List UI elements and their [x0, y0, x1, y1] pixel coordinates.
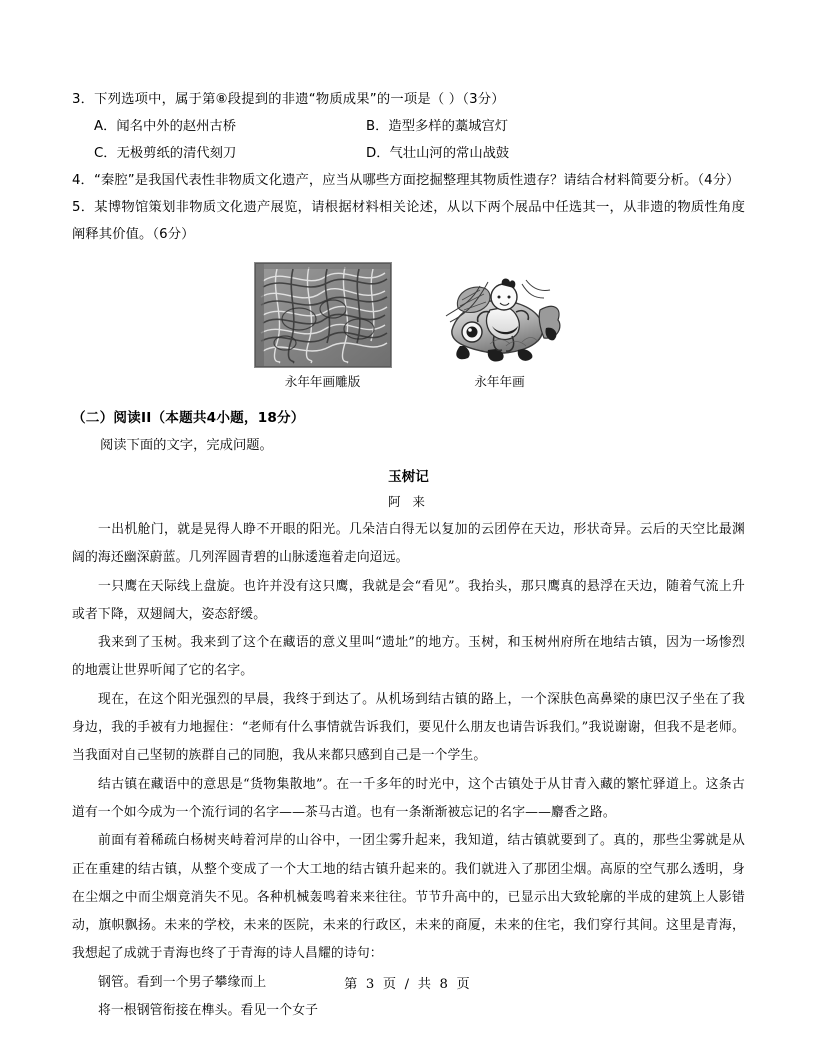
woodblock-carving-image: [254, 262, 392, 368]
question-4: 4．“秦腔”是我国代表性非物质文化遗产，应当从哪些方面挖掘整理其物质性遗存？请结合材料简要分析。（4分）: [72, 173, 740, 188]
question-3-options-row-1: [72, 113, 745, 140]
option-b[interactable]: B．造型多样的藁城宫灯: [366, 119, 509, 134]
figure-caption-nianhua: 永年年画: [474, 374, 525, 389]
figure-group: [72, 262, 745, 393]
article-verse-line: 将一根钢管衔接在榫头。看见一个女子: [98, 1003, 319, 1019]
article-paragraph: 结古镇在藏语中的意思是“货物集散地”。在一千多年的时光中，这个古镇处于从甘青入藏的繁忙驿道上。这条古道有一个如今成为一个流行词的名字——茶马古道。也有一条渐渐被忘记的名字——麝香之路。: [72, 776, 745, 820]
option-d[interactable]: D．气壮山河的常山战鼓: [366, 146, 510, 161]
article-author: 阿 来: [388, 494, 429, 509]
question-5: 5．某博物馆策划非物质文化遗产展览，请根据材料相关论述，从以下两个展品中任选其一，从非遗的物质性角度阐释其价值。（6分）: [72, 200, 745, 242]
article-paragraph: 我来到了玉树。我来到了这个在藏语的意义里叫“遗址”的地方。玉树，和玉树州府所在地结古镇，因为一场惨烈的地震让世界听闻了它的名字。: [72, 635, 745, 679]
article-paragraph: 一出机舱门，就是晃得人睁不开眼的阳光。几朵洁白得无以复加的云团停在天边，形状奇异。云后的天空比最渊阔的海还幽深蔚蓝。几列浑圆青碧的山脉逶迤着走向迢远。: [72, 522, 745, 566]
article-paragraph: 现在，在这个阳光强烈的早晨，我终于到达了。从机场到结古镇的路上，一个深肤色高鼻梁的康巴汉子坐在了我身边，我的手被有力地握住：“老师有什么事情就告诉我们，要见什么朋友也请告诉我们。”我说谢谢，但我不是老师。当我面对自己坚韧的族群自己的同胞，我从来都只感到自己是一个学生。: [72, 691, 745, 764]
question-3: [72, 86, 745, 167]
section-heading-reading-2: （二）阅读II（本题共4小题，18分）: [72, 410, 305, 426]
article-body: [72, 516, 745, 1025]
reading-instruction: 阅读下面的文字，完成问题。: [100, 438, 273, 453]
new-year-painting-image: [436, 264, 564, 368]
question-3-options-row-2: [72, 140, 745, 167]
option-c[interactable]: C．无极剪纸的清代刻刀: [94, 146, 237, 161]
figure-woodblock: [254, 262, 392, 393]
figure-nianhua: [436, 264, 564, 393]
page-footer: 第 3 页 / 共 8 页: [344, 977, 472, 992]
article-paragraph: 一只鹰在天际线上盘旋。也许并没有这只鹰，我就是会“看见”。我抬头，那只鹰真的悬浮在天边，随着气流上升或者下降，双翅阔大，姿态舒缓。: [72, 578, 745, 622]
article-paragraph: 前面有着稀疏白杨树夹峙着河岸的山谷中，一团尘雾升起来，我知道，结古镇就要到了。真的，那些尘雾就是从正在重建的结古镇，从整个变成了一个大工地的结古镇升起来的。我们就进入了那团尘烟。高原的空气那么透明，身在尘烟之中而尘烟竟消失不见。各种机械轰鸣着来来往往。节节升高中的，已显示出大致轮廓的半成的建筑上人影错动，旗帜飘扬。未来的学校，未来的医院，未来的行政区，未来的商厦，未来的住宅，我们穿行其间。这里是青海，我想起了成就于青海也终了于青海的诗人昌耀的诗句：: [72, 833, 745, 962]
article-verse-line: 钢管。看到一个男子攀缘而上: [98, 974, 267, 990]
article-title: 玉树记: [388, 469, 429, 485]
figure-caption-woodblock: 永年年画雕版: [284, 374, 361, 389]
option-a[interactable]: A．闻名中外的赵州古桥: [94, 119, 237, 134]
question-3-stem: 3．下列选项中，属于第⑧段提到的非遗“物质成果”的一项是（ ）（3分）: [72, 92, 505, 107]
